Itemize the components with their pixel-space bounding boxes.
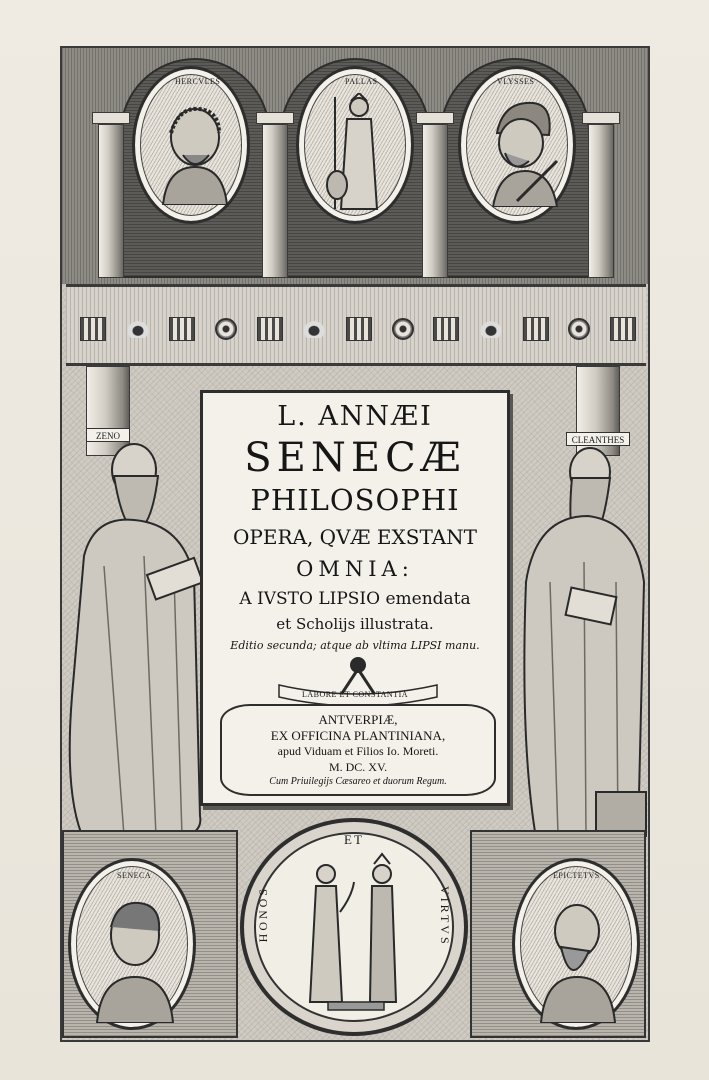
- rosette-icon: [392, 318, 414, 340]
- column: [588, 124, 614, 278]
- cleanthes-statue: [506, 442, 656, 852]
- motto-virtus: VIRTVS: [438, 886, 452, 947]
- medallion-label-epictetus: EPICTETVS: [553, 871, 600, 880]
- column: [422, 124, 448, 278]
- triglyph: [169, 317, 195, 341]
- seneca-portrait-icon: [87, 891, 179, 1023]
- triglyph: [80, 317, 106, 341]
- title-line-scholia: et Scholijs illustrata.: [276, 615, 434, 633]
- triglyph: [257, 317, 283, 341]
- imprint-city: ANTVERPIÆ,: [318, 712, 398, 727]
- bucranium-icon: [479, 320, 503, 338]
- column-capital: [256, 112, 294, 124]
- emblem-motto: LABORE ET CONSTANTIA: [301, 690, 409, 699]
- triglyph: [523, 317, 549, 341]
- compass-emblem-icon: [273, 655, 443, 711]
- title-line-opera: OPERA, QVÆ EXSTANT: [233, 525, 477, 549]
- rosette-icon: [215, 318, 237, 340]
- imprint-cartouche: [220, 704, 496, 796]
- medallion-pallas: [296, 66, 414, 224]
- hercules-portrait-icon: [149, 93, 233, 205]
- imprint-officina: EX OFFICINA PLANTINIANA,: [270, 728, 446, 743]
- column-capital: [92, 112, 130, 124]
- title-line-seneca: SENECÆ: [244, 435, 466, 481]
- imprint-year: M. DC. XV.: [328, 760, 388, 774]
- zeno-statue: [64, 436, 214, 852]
- imprint-publisher: apud Viduam et Filios Io. Moreti.: [277, 744, 439, 758]
- motto-et: ET: [344, 832, 364, 847]
- medallion-epictetus: [512, 858, 640, 1030]
- frieze: [80, 314, 636, 344]
- medallion-seneca: [68, 858, 196, 1030]
- title-line-omnia: OMNIA:: [296, 557, 414, 581]
- column: [262, 124, 288, 278]
- medallion-label-hercules: HERCVLES: [175, 77, 221, 86]
- triglyph: [433, 317, 459, 341]
- bucranium-icon: [126, 320, 150, 338]
- medallion-honos-virtus: [240, 818, 468, 1036]
- column-capital: [582, 112, 620, 124]
- column-capital: [416, 112, 454, 124]
- column: [98, 124, 124, 278]
- title-line-edition: Editio secunda; atque ab vltima LIPSI manu.: [230, 639, 480, 652]
- imprint-privilege: Cum Priuilegijs Cæsareo et duorum Regum.: [269, 776, 447, 787]
- medallion-label-seneca: SENECA: [117, 871, 152, 880]
- nameplate-cleanthes: CLEANTHES: [566, 432, 630, 446]
- title-line-editor: A IVSTO LIPSIO emendata: [239, 589, 471, 609]
- motto-honos: HONOS: [256, 886, 270, 943]
- title-line-author: L. ANNÆI: [277, 401, 433, 432]
- epictetus-portrait-icon: [531, 891, 623, 1023]
- title-line-philosophi: PHILOSOPHI: [250, 483, 460, 517]
- triglyph: [610, 317, 636, 341]
- nameplate-zeno: ZENO: [86, 428, 130, 442]
- medallion-label-pallas: PALLAS: [345, 77, 378, 86]
- rosette-icon: [568, 318, 590, 340]
- honos-virtus-figures-icon: [288, 852, 420, 1012]
- medallion-hercules: [132, 66, 250, 224]
- ulysses-portrait-icon: [477, 91, 563, 207]
- medallion-label-ulysses: VLYSSES: [497, 77, 535, 86]
- medallion-ulysses: [458, 66, 576, 224]
- pallas-figure-icon: [323, 93, 393, 213]
- triglyph: [346, 317, 372, 341]
- bucranium-icon: [302, 320, 326, 338]
